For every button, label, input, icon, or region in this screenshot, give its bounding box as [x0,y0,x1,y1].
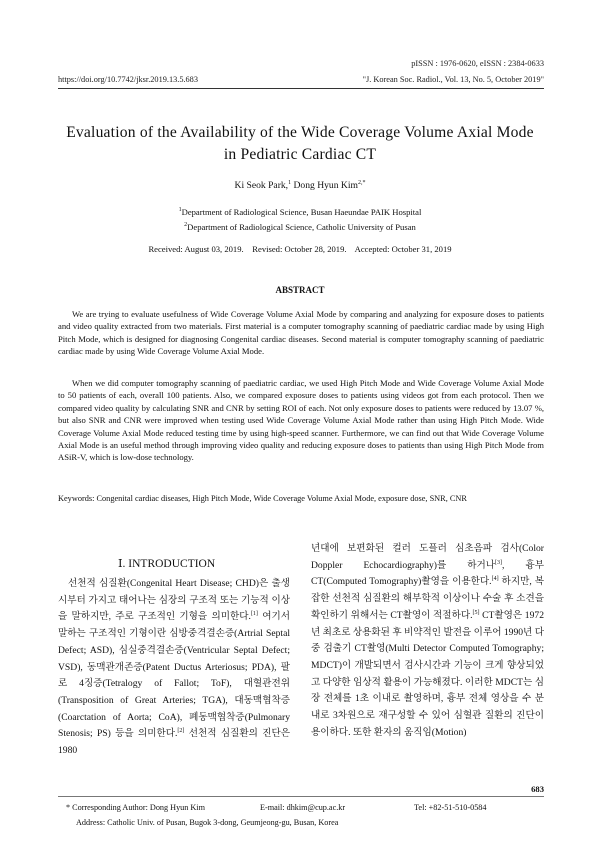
title-line-1: Evaluation of the Availability of the Wide Coverage Volume Axial Mode [66,124,534,141]
intro-left-column [58,576,290,760]
footer-rule [58,796,544,797]
authors [40,180,560,191]
paper-title [40,122,560,166]
author-address: Address: Catholic Univ. of Pusan, Bugok 3-dong, Geumjeong-gu, Busan, Korea [76,818,339,827]
affiliation-2 [40,222,560,232]
corresponding-author: * Corresponding Author: Dong Hyun Kim [66,803,205,812]
author-2: Dong Hyun Kim [291,180,358,191]
author-1-sup: 1 [288,179,292,186]
intro-right-text: 년대에 보편화된 컬러 도플러 심초음파 검사(Color Doppler Echocardiography)를 하거나[3], 흉부 CT(Computed Tomography)촬영을 이용한다.[4] 하지만, 복잡한 선천적 심질환의 해부학적 이상이나 수술 후 소견을 확인하기 위해서는 CT촬영이 적절하다.[5] CT촬영은 1972년 최초로 상용화된 후 비약적인 발전을 이루어 1990년 다중 검출기 CT촬영(Multi Detector Computed Tomography; MDCT)이 개발되면서 검사시간과 기능이 크게 향상되었고 다양한 임상적 활용이 가능해졌다. 이러한 MDCT는 심장 전체를 1초 이내로 촬영하며, 흉부 전체 영상을 수 분 내로 3차원으로 재구성할 수 있어 심혈관 질환의 진단이 용이하다. 또한 환자의 움직임(Motion) [311,543,545,738]
intro-right-column [311,541,544,741]
author-tel: Tel: +82-51-510-0584 [414,803,487,812]
aff-1-sup: 1 [178,207,182,214]
author-2-sup: 2,* [357,179,366,186]
keywords: Keywords: Congenital cardiac diseases, High Pitch Mode, Wide Coverage Volume Axial Mode, exposure dose, SNR, CNR [58,494,467,503]
journal-citation: "J. Korean Soc. Radiol., Vol. 13, No. 5, October 2019" [362,75,544,84]
author-email[interactable]: E-mail: dhkim@cup.ac.kr [260,803,346,812]
aff-2-sup: 2 [184,222,188,229]
received-dates: Received: August 03, 2019. Revised: October 28, 2019. Accepted: October 31, 2019 [148,244,452,254]
abstract-heading: ABSTRACT [275,285,325,295]
page-number: 683 [531,784,544,794]
doi-link[interactable]: https://doi.org/10.7742/jksr.2019.13.5.683 [58,75,198,84]
affiliation-1 [40,207,560,217]
aff-1-text: Department of Radiological Science, Busan Haeundae PAIK Hospital [181,207,422,217]
title-line-2: in Pediatric Cardiac CT [223,146,377,163]
abstract-paragraph-1: We are trying to evaluate usefulness of Wide Coverage Volume Axial Mode by comparing and analyzing for exposure doses to patients and video quality extracted from two materials. First material is a computer tomography scanning of paediatric cardiac made by using High Pitch Mode, which is designed for diagnosing Congenital cardiac diseases. Second material is computer tomography scanning of paediatric cardiac made by using Wide Coverage Volume Axial Mode. [58,309,544,357]
aff-2-text: Department of Radiological Science, Catholic University of Pusan [187,222,416,232]
header-rule [58,88,544,89]
abstract-paragraph-2: When we did computer tomography scanning of paediatric cardiac, we used High Pitch Mode and Wide Coverage Volume Axial Mode to 50 patients of each, overall 100 patients. Also, we compared exposure doses to patients using videos got from each protocol. Then we compared video quality by calculating SNR and CNR by setting ROI of each. Not only exposure doses to patients were reduced by 13.07 %, but also SNR and CNR were improved when testing used Wide Coverage Volume Axial Mode rather than using High Pitch Mode. Wide Coverage Volume Axial Mode reduced testing time by using high-speed scanner. Furthermore, we can find out that Wide Coverage Volume Axial Mode is an useful method through improving video quality and reducing exposure doses to patients than using High Pitch Mode from ASiR-V, which is low-dose technology. [58,378,544,463]
introduction-heading: Ⅰ. INTRODUCTION [118,558,216,570]
intro-left-text: 선천적 심질환(Congenital Heart Disease; CHD)은 출생 시부터 가지고 태어나는 심장의 구조적 또는 기능적 이상을 말하지만, 주로 구조적인 기형을 의미한다.[1] 여기서 말하는 구조적인 기형이란 심방중격결손증(Artrial Septal Defect; ASD), 심실중격결손증(Ventricular Septal Defect; VSD), 동맥관개존증(Patent Ductus Arteriosus; PDA), 팔로 4징증(Tetralogy of Fallot; ToF), 대혈관전위(Transposition of Great Arteries; TGA), 대동맥협착증(Coarctation of Aorta; CoA), 폐동맥협착증(Pulmonary Stenosis; PS) 등을 의미한다.[2] 선천적 심질환의 진단은 1980 [58,578,291,757]
author-1: Ki Seok Park, [234,180,289,191]
issn-line: pISSN : 1976-0620, eISSN : 2384-0633 [411,59,544,68]
